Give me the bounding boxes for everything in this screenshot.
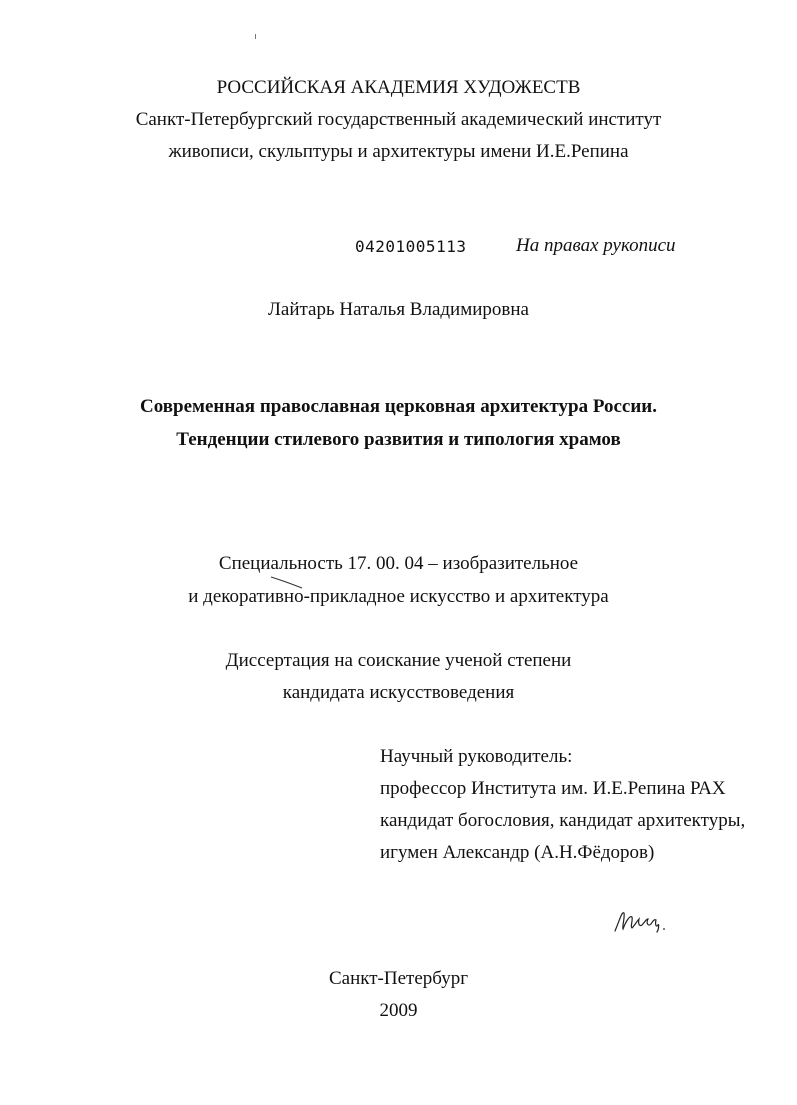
specialty-line-2: и декоративно-прикладное искусство и архитектура <box>188 586 609 607</box>
registration-number: 04201005113 <box>355 237 467 256</box>
thesis-title-line-1: Современная православная церковная архитектура России. <box>140 396 657 417</box>
supervisor-line-2: кандидат богословия, кандидат архитектуры, <box>380 810 746 831</box>
supervisor-line-3: игумен Александр (А.Н.Фёдоров) <box>380 842 655 863</box>
academy-name: РОССИЙСКАЯ АКАДЕМИЯ ХУДОЖЕСТВ <box>216 77 581 98</box>
thesis-title-line-2: Тенденции стилевого развития и типология храмов <box>176 429 621 450</box>
degree-line-1: Диссертация на соискание ученой степени <box>225 650 572 671</box>
manuscript-rights: На правах рукописи <box>516 235 676 256</box>
pen-stroke-icon <box>270 575 304 591</box>
year: 2009 <box>379 1000 418 1021</box>
supervisor-heading: Научный руководитель: <box>380 746 573 767</box>
signature-icon <box>612 905 672 935</box>
scan-mark <box>255 34 256 39</box>
degree-line-2: кандидата искусствоведения <box>282 682 515 703</box>
specialty-line-1: Специальность 17. 00. 04 – изобразительное <box>218 553 579 574</box>
institute-line-2: живописи, скульптуры и архитектуры имени И.Е.Репина <box>168 141 629 162</box>
supervisor-line-1: профессор Института им. И.Е.Репина РАХ <box>380 778 726 799</box>
city: Санкт-Петербург <box>328 968 468 989</box>
author-name: Лайтарь Наталья Владимировна <box>268 299 529 320</box>
institute-line-1: Санкт-Петербургский государственный академический институт <box>135 109 662 130</box>
